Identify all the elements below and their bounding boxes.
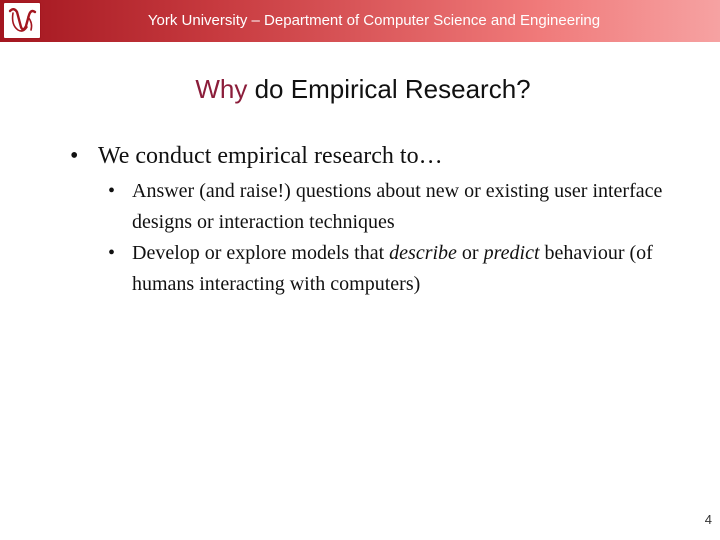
sub-bullet-text-mid: or [456, 242, 484, 264]
sub-bullet-item [108, 176, 668, 238]
page-number: 4 [704, 512, 712, 527]
title-emphasis: Why [195, 74, 248, 104]
bullet-dot-icon: • [70, 143, 79, 169]
slide-title [0, 74, 720, 105]
bullet-dot-icon: • [108, 242, 116, 264]
bullet-dot-icon: • [108, 180, 116, 202]
sub-bullet-text-post: behaviour (of humans interacting with computers) [132, 242, 653, 295]
sub-bullet-item [108, 238, 668, 300]
header-title: York University – Department of Computer Science and Engineering [147, 12, 601, 29]
main-bullet [70, 138, 690, 174]
title-rest: do Empirical Research? [247, 74, 531, 104]
main-bullet-text: We conduct empirical research to… [98, 143, 443, 169]
sub-bullet-emphasis: predict [483, 242, 540, 264]
sub-bullet-text: Answer (and raise!) questions about new or existing user interface designs or interaction techniques [132, 180, 663, 233]
sub-bullet-text-pre: Develop or explore models that [132, 242, 390, 264]
header-bar [0, 0, 720, 42]
sub-bullet-emphasis: describe [389, 242, 457, 264]
sub-bullet-list [108, 176, 668, 300]
